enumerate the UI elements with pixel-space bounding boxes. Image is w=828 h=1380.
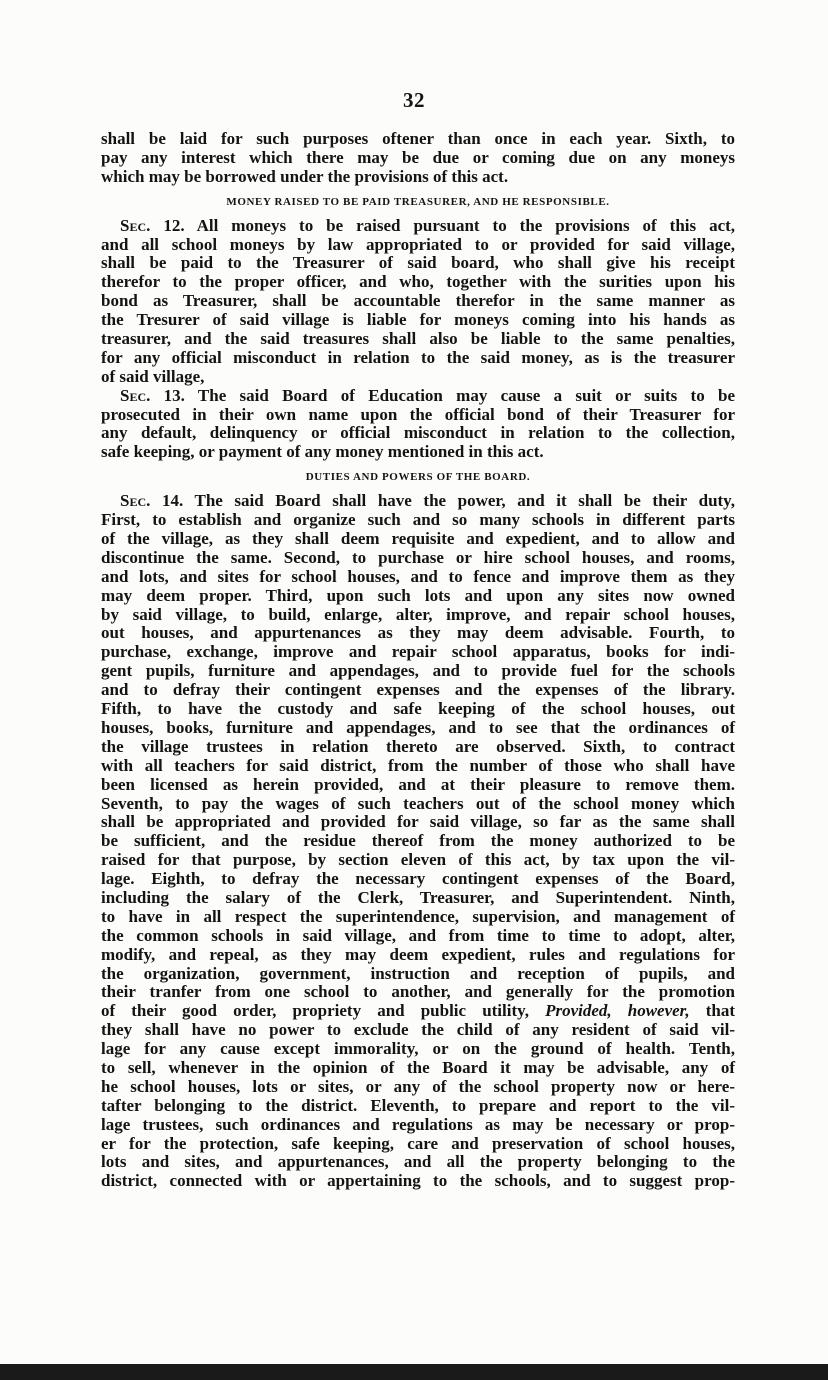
text-span: The said Board of Education may cause a suit or suits to be — [197, 385, 735, 405]
text-line: raised for that purpose, by section eleven of this act, by tax upon the vil- — [101, 850, 735, 870]
text-line: shall be laid for such purposes oftener than once in each year. Sixth, to — [101, 129, 735, 148]
section-13-paragraph — [101, 387, 735, 463]
text-line: tafter belonging to the district. Eleventh, to prepare and report to the vil- — [101, 1095, 735, 1115]
section-label: Sec. 12. — [120, 215, 185, 235]
section-label: Sec. 13. — [120, 385, 185, 405]
text-line: First, to establish and organize such and so many schools in different parts — [101, 510, 735, 530]
text-line: be sufficient, and the residue thereof from the money authorized to be — [101, 831, 735, 851]
text-line: of their good order, propriety and public utility, Provided, however, that — [101, 1001, 736, 1021]
section-label: Sec. 14. — [120, 491, 184, 511]
text-line: district, connected with or appertaining to the schools, and to suggest prop- — [101, 1171, 735, 1191]
text-span: The said Board shall have the power, and it shall be their duty, — [194, 491, 735, 511]
text-line: shall be paid to the Treasurer of said board, who shall give his receipt — [101, 253, 735, 273]
text-line: by said village, to build, enlarge, alter, improve, and repair school houses, — [101, 604, 735, 624]
text-line: modify, and repeal, as they may deem expedient, rules and regulations for — [101, 944, 735, 964]
page-number: 32 — [403, 88, 425, 112]
text-line: lage for any cause except immorality, or on the ground of health. Tenth, — [101, 1039, 735, 1059]
text-line: prosecuted in their own name upon the official bond of their Treasurer for — [101, 404, 735, 424]
text-line: therefor to the proper officer, and who, together with the surities upon his — [101, 272, 735, 292]
text-line: Fifth, to have the custody and safe keeping of the school houses, out — [101, 699, 735, 719]
text-line: Seventh, to pay the wages of such teachers out of the school money which — [101, 793, 735, 813]
intro-paragraph — [101, 130, 735, 187]
text-line: the common schools in said village, and from time to time to adopt, alter, — [101, 925, 735, 945]
text-line: may deem proper. Third, upon such lots and upon any sites now owned — [101, 585, 735, 605]
section-12-paragraph — [101, 217, 735, 387]
text-line: and all school moneys by law appropriated to or provided for said village, — [101, 234, 735, 254]
text-line: er for the protection, safe keeping, care and preservation of school houses, — [101, 1133, 735, 1153]
text-line: of the village, as they shall deem requisite and expedient, and to allow and — [101, 529, 735, 549]
text-line: their tranfer from one school to another, and generally for the promotion — [101, 982, 735, 1002]
section-heading-money-raised: MONEY RAISED TO BE PAID TREASURER, AND HE RESPONSIBLE. — [226, 195, 610, 208]
section-heading-duties-powers: DUTIES AND POWERS OF THE BOARD. — [305, 471, 531, 484]
text-line: been licensed as herein provided, and at their pleasure to remove them. — [101, 774, 735, 794]
text-line: with all teachers for said district, from the number of those who shall have — [101, 755, 735, 775]
text-line: discontinue the same. Second, to purchase or hire school houses, and rooms, — [101, 547, 735, 567]
text-line: of said village, — [101, 366, 205, 386]
section-14-paragraph — [101, 492, 735, 1191]
text-line: treasurer, and the said treasures shall also be liable to the same penalties, — [101, 329, 735, 349]
text-line: the organization, government, instruction and reception of pupils, and — [101, 963, 735, 983]
text-line: and lots, and sites for school houses, and to fence and improve them as they — [101, 566, 735, 586]
text-line: any default, delinquency or official misconduct in relation to the collection, — [101, 423, 735, 443]
text-line: lage. Eighth, to defray the necessary contingent expenses of the Board, — [101, 869, 735, 889]
text-line: to have in all respect the superintendence, supervision, and management of — [101, 906, 735, 926]
text-line: they shall have no power to exclude the child of any resident of said vil- — [101, 1020, 735, 1040]
page-body — [101, 130, 735, 1191]
text-line: bond as Treasurer, shall be accountable therefor in the same manner as — [101, 291, 735, 311]
text-line: including the salary of the Clerk, Treasurer, and Superintendent. Ninth, — [101, 887, 735, 907]
scan-bottom-edge — [0, 1364, 828, 1380]
text-line: lots and sites, and appurtenances, and all the property belonging to the — [101, 1152, 735, 1172]
text-line: and to defray their contingent expenses and the expenses of the library. — [101, 680, 735, 700]
text-line: pay any interest which there may be due or coming due on any moneys — [101, 147, 735, 167]
text-line — [101, 387, 735, 406]
italic-phrase: Provided, however, — [545, 1001, 690, 1021]
text-line: which may be borrowed under the provisions of this act. — [101, 166, 509, 186]
text-span: All moneys to be raised pursuant to the provisions of this act, — [196, 215, 736, 235]
text-line: out houses, and appurtenances as they may deem advisable. Fourth, to — [101, 623, 735, 643]
text-line: shall be appropriated and provided for said village, so far as the same shall — [101, 812, 735, 832]
text-line: to sell, whenever in the opinion of the Board it may be advisable, any of — [101, 1057, 735, 1077]
text-line: lage trustees, such ordinances and regulations as may be necessary or prop- — [101, 1114, 735, 1134]
text-line: the Tresurer of said village is liable for moneys coming into his hands as — [101, 310, 735, 330]
text-line: gent pupils, furniture and appendages, and to provide fuel for the schools — [101, 661, 735, 681]
text-line: the village trustees in relation thereto are observed. Sixth, to contract — [101, 736, 735, 756]
text-line: houses, books, furniture and appendages, and to see that the ordinances of — [101, 717, 735, 737]
text-line: he school houses, lots or sites, or any of the school property now or here- — [101, 1076, 735, 1096]
text-line: for any official misconduct in relation to the said money, as is the treasurer — [101, 347, 735, 367]
text-line: safe keeping, or payment of any money mentioned in this act. — [101, 442, 544, 462]
text-line — [101, 217, 735, 236]
text-line: purchase, exchange, improve and repair school apparatus, books for indi- — [101, 642, 735, 662]
text-line — [101, 492, 735, 511]
